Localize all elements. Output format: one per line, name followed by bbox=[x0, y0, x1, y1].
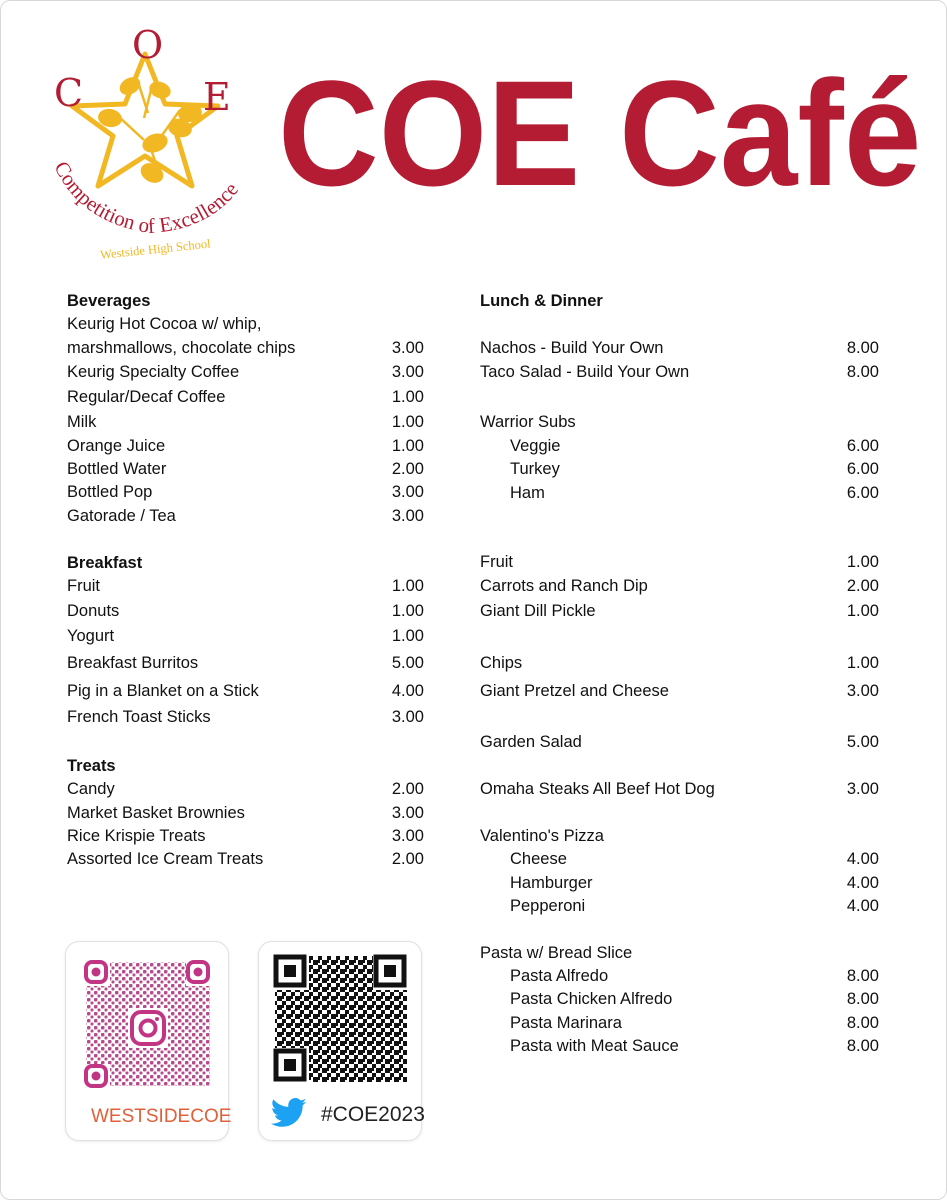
item-price: 6.00 bbox=[846, 484, 879, 502]
page-title: COE Café bbox=[278, 49, 922, 217]
item-price: 8.00 bbox=[846, 1037, 879, 1055]
star-logo-graphic bbox=[40, 18, 255, 263]
menu-item: Bottled Pop bbox=[67, 483, 153, 501]
twitter-icon bbox=[271, 1098, 307, 1128]
menu-item: Nachos - Build Your Own bbox=[480, 339, 664, 357]
item-price: 3.00 bbox=[846, 682, 879, 700]
item-price: 3.00 bbox=[846, 780, 879, 798]
breakfast-heading: Breakfast bbox=[67, 554, 143, 572]
menu-item: French Toast Sticks bbox=[67, 708, 211, 726]
menu-item: Regular/Decaf Coffee bbox=[67, 388, 226, 406]
item-price: 3.00 bbox=[391, 363, 424, 381]
item-price: 8.00 bbox=[846, 339, 879, 357]
item-price: 8.00 bbox=[846, 363, 879, 381]
menu-item: Gatorade / Tea bbox=[67, 507, 176, 525]
instagram-handle: WESTSIDECOE bbox=[91, 1106, 232, 1127]
twitter-hashtag: #COE2023 bbox=[321, 1103, 425, 1126]
logo-letter-o: O bbox=[132, 23, 164, 67]
item-price: 1.00 bbox=[391, 437, 424, 455]
menu-item: Rice Krispie Treats bbox=[67, 827, 206, 845]
logo-letter-c: C bbox=[54, 71, 84, 115]
menu-item: Orange Juice bbox=[67, 437, 166, 455]
menu-item: Taco Salad - Build Your Own bbox=[480, 363, 690, 381]
item-price: 3.00 bbox=[391, 507, 424, 525]
menu-item: Pasta Marinara bbox=[510, 1014, 622, 1032]
item-price: 1.00 bbox=[846, 654, 879, 672]
item-price: 1.00 bbox=[391, 413, 424, 431]
item-price: 8.00 bbox=[846, 990, 879, 1008]
item-price: 1.00 bbox=[846, 602, 879, 620]
item-price: 4.00 bbox=[846, 850, 879, 868]
logo-arc-text: Competition of Excellence bbox=[49, 157, 243, 239]
menu-item: Ham bbox=[510, 484, 545, 502]
menu-item: Hamburger bbox=[510, 874, 593, 892]
twitter-qr-code bbox=[259, 942, 421, 1087]
menu-item: Yogurt bbox=[67, 627, 115, 645]
menu-item: Market Basket Brownies bbox=[67, 804, 245, 822]
item-price: 1.00 bbox=[391, 627, 424, 645]
item-price: 8.00 bbox=[846, 1014, 879, 1032]
item-price: 1.00 bbox=[391, 388, 424, 406]
menu-item: marshmallows, chocolate chips bbox=[67, 339, 296, 357]
menu-item: Turkey bbox=[510, 460, 560, 478]
item-price: 4.00 bbox=[391, 682, 424, 700]
menu-item: Pasta Chicken Alfredo bbox=[510, 990, 673, 1008]
menu-item: Pepperoni bbox=[510, 897, 586, 915]
menu-item: Giant Dill Pickle bbox=[480, 602, 596, 620]
item-price: 2.00 bbox=[391, 460, 424, 478]
treats-heading: Treats bbox=[67, 757, 116, 775]
menu-item: Cheese bbox=[510, 850, 567, 868]
logo-letter-e: E bbox=[203, 75, 231, 119]
menu-item: Chips bbox=[480, 654, 523, 672]
menu-item: Assorted Ice Cream Treats bbox=[67, 850, 264, 868]
instagram-qr-code bbox=[66, 942, 228, 1102]
item-price: 3.00 bbox=[391, 339, 424, 357]
menu-item: Donuts bbox=[67, 602, 120, 620]
item-price: 8.00 bbox=[846, 967, 879, 985]
menu-item: Pasta with Meat Sauce bbox=[510, 1037, 679, 1055]
item-price: 5.00 bbox=[391, 654, 424, 672]
beverages-heading: Beverages bbox=[67, 292, 151, 310]
item-price: 6.00 bbox=[846, 460, 879, 478]
item-price: 3.00 bbox=[391, 708, 424, 726]
menu-item: Candy bbox=[67, 780, 115, 798]
menu-item: Fruit bbox=[67, 577, 100, 595]
instagram-qr-card[interactable] bbox=[65, 941, 232, 1141]
item-price: 3.00 bbox=[391, 827, 424, 845]
menu-subheading: Warrior Subs bbox=[480, 413, 576, 431]
item-price: 2.00 bbox=[391, 780, 424, 798]
menu-item: Garden Salad bbox=[480, 733, 582, 751]
menu-item: Keurig Specialty Coffee bbox=[67, 363, 240, 381]
menu-item: Milk bbox=[67, 413, 97, 431]
lunch-heading: Lunch & Dinner bbox=[480, 292, 603, 310]
menu-item: Fruit bbox=[480, 553, 513, 571]
item-price: 2.00 bbox=[391, 850, 424, 868]
item-price: 1.00 bbox=[846, 553, 879, 571]
item-price: 1.00 bbox=[391, 577, 424, 595]
menu-subheading: Valentino's Pizza bbox=[480, 827, 604, 845]
item-price: 6.00 bbox=[846, 437, 879, 455]
menu-item: Breakfast Burritos bbox=[67, 654, 199, 672]
twitter-qr-card[interactable] bbox=[258, 941, 425, 1141]
menu-item: Omaha Steaks All Beef Hot Dog bbox=[480, 780, 715, 798]
menu-item: Pasta Alfredo bbox=[510, 967, 609, 985]
menu-item: Keurig Hot Cocoa w/ whip, bbox=[67, 315, 262, 333]
menu-item: Giant Pretzel and Cheese bbox=[480, 682, 669, 700]
item-price: 2.00 bbox=[846, 577, 879, 595]
item-price: 1.00 bbox=[391, 602, 424, 620]
menu-item: Carrots and Ranch Dip bbox=[480, 577, 648, 595]
item-price: 3.00 bbox=[391, 483, 424, 501]
menu-item: Bottled Water bbox=[67, 460, 167, 478]
item-price: 4.00 bbox=[846, 897, 879, 915]
menu-subheading: Pasta w/ Bread Slice bbox=[480, 944, 633, 962]
logo-school-text: Westside High School bbox=[99, 236, 212, 262]
item-price: 5.00 bbox=[846, 733, 879, 751]
item-price: 3.00 bbox=[391, 804, 424, 822]
item-price: 4.00 bbox=[846, 874, 879, 892]
coe-logo bbox=[40, 18, 255, 263]
menu-item: Veggie bbox=[510, 437, 561, 455]
menu-item: Pig in a Blanket on a Stick bbox=[67, 682, 259, 700]
